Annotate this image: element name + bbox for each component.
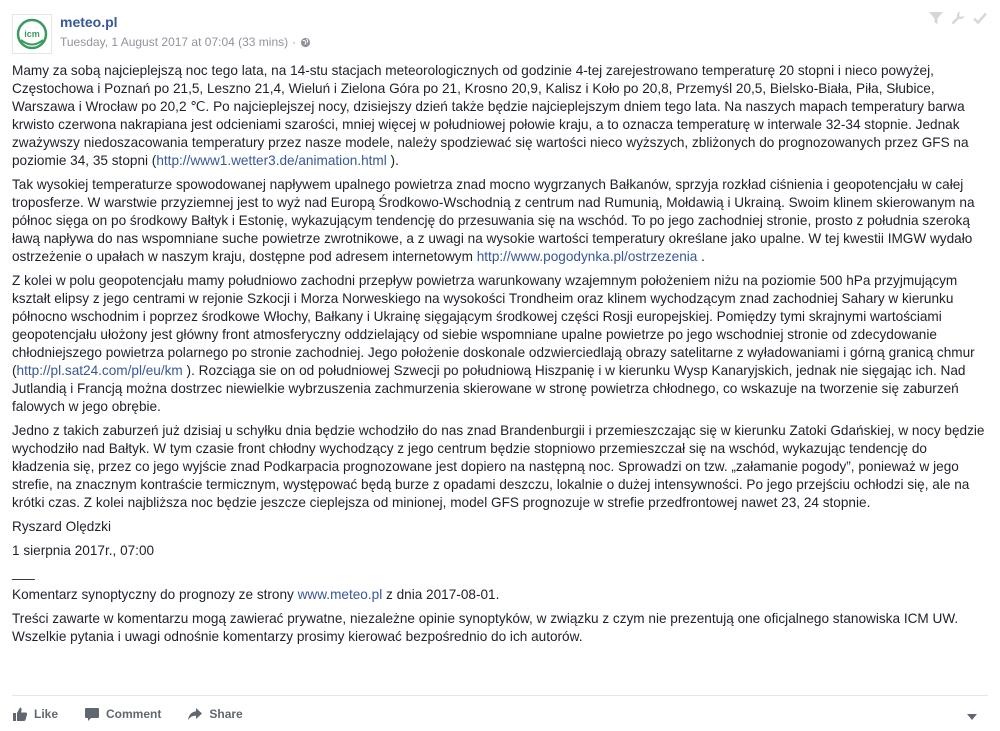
caret-down-icon[interactable] [966, 708, 978, 726]
filter-icon[interactable] [928, 10, 944, 31]
thumbs-up-icon [12, 706, 28, 722]
avatar-text: icm [24, 29, 40, 39]
like-label: Like [34, 706, 59, 721]
post-header [12, 10, 988, 54]
comment-source [12, 586, 987, 604]
paragraph-text: Mamy za sobą najcieplejszą noc tego lata, na 14-stu stacjach meteorologicznych od godzinie 4-tej zarejestrowano temperaturę 20 stopni i nieco powyżej, Częstochowa i Poznań po 21,5, Leszno 21,4, Wieluń i Zielona Góra po 21, Krosno 20,9, Kalisz i Koło po 20,8, Przemyśl 20,5, Bielsko-Biała, Piła, Słubice, Warszawa i Wrocław po 20,2 ℃. Po najcieplejszej nocy, dzisiejszy dzień także będzie najcieplejszym dniem tego lata. Na naszych mapach temperatury barwa krwisto czerwona nakrapiana jest odcieniami szarości, mniej więcej w południowej połowie kraju, a to oznacza temperaturę w interwale 32-34 stopnie. Jednak zważywszy niedoszacowania temperatury przez nasze modele, należy spodziewać się wartości nieco wyższych, zbliżonych do prognozowanych przez GFS na poziomie 34, 35 stopni ( [12, 63, 969, 168]
post-paragraph-3 [12, 272, 987, 416]
forecast-date: 1 sierpnia 2017r., 07:00 [12, 543, 155, 558]
post-body [12, 62, 987, 652]
wetter3-link[interactable]: http://www1.wetter3.de/animation.html [156, 153, 387, 168]
post-paragraph-1 [12, 62, 987, 170]
pogodynka-link[interactable]: http://www.pogodynka.pl/ostrzezenia [476, 249, 698, 264]
paragraph-text-end: . [697, 249, 705, 264]
paragraph-text: Jedno z takich zaburzeń już dzisiaj u schyłku dnia będzie wchodziło do nas znad Brandenburgii i przemieszczając się w kierunku Zatoki Gdańskiej, w nocy będzie wychodziło nad Bałtyk. W tym czasie front chłodny wychodzący z jego centrum będzie stopniowo przemieszczał się na wschód, wykazując tendencję do kładzenia się, przez co jego wyjście znad Podkarpacia prognozowane jest dopiero na następną noc. Sprowadzi on tzw. „załamanie pogody”, ponieważ w jego strefie, na znacznym kontraście termicznym, występować będą burze z opadami deszczu, lokalnie o dużej intensywności. Po jego przejściu ochłodzi się, ale na krótki czas. Z kolei najbliższa noc będzie jeszcze cieplejsza od minionej, model GFS prognozuje w strefie przedfrontowej nawet 23, 24 stopnie. [12, 423, 985, 510]
wrench-icon[interactable] [950, 10, 966, 31]
sat24-link[interactable]: http://pl.sat24.com/pl/eu/km [16, 363, 183, 378]
separator-line: ___ [12, 565, 35, 580]
meteo-link[interactable]: www.meteo.pl [297, 587, 383, 602]
comment-button[interactable] [84, 706, 161, 722]
icm-logo-icon [15, 17, 49, 51]
disclaimer: Treści zawarte w komentarzu mogą zawierać prywatne, niezależne opinie synoptyków, w związku z czym nie prezentują one oficjalnego stanowiska ICM UW. Wszelkie pytania i uwagi odnośnie komentarzy prosimy kierować bezpośrednio do ich autorów. [12, 611, 959, 644]
paragraph-text: Z kolei w polu geopotencjału mamy południowo zachodni przepływ powietrza warunkowany wzajemnym położeniem niżu na poziomie 500 hPa przyjmującym kształt elipsy z jego centrami w rejonie Szkocji i Morza Norweskiego na wysokości Trondheim oraz klinem wychodzącym znad zachodniej Sahary w kierunku północno wschodnim i poprzez środkowe Włochy, Bałkany i Ukrainę sięgającym środkowej części Rosji europejskiej. Pomiędzy tymi skrajnymi wartościami geopotencjału ułożony jest główny front atmosferyczny oddzielający od siebie wspomniane upalne powietrze po jego wschodniej stronie od zdecydowanie chłodniejszego powietrza polarnego po stronie zachodniej. Jego położenie doskonale odzwierciedlają obrazy satelitarne z wyładowaniami i górną granicą chmur ( [12, 273, 975, 378]
post-meta [60, 35, 311, 49]
check-icon[interactable] [972, 10, 988, 31]
share-label: Share [209, 706, 243, 721]
paragraph-text-end: ). [386, 153, 399, 168]
post-paragraph-2 [12, 176, 987, 266]
comment-label: Comment [106, 706, 162, 721]
comment-prefix: Komentarz synoptyczny do prognozy ze strony [12, 587, 298, 602]
paragraph-text: Tak wysokiej temperaturze spowodowanej napływem upalnego powietrza znad mocno wygrzanych Bałkanów, sprzyja rozkład ciśnienia i geopotencjału w całej troposferze. W warstwie przyziemnej jest to wyż nad Europą Środkowo-Wschodnią z centrum nad Rumunią, Mołdawią i Ukrainą. Swoim klinem skierowanym na północ sięga on po środkowy Bałtyk i Estonię, wykazującym tendencję do przesuwania się na wschód. To po jego zachodniej stronie, prosto z południa szeroką ławą napływa do nas wspomniane suche powietrze zwrotnikowe, a z uwagi na wysokie wartości temperatury określane jako upalne. W tej kwestii IMGW wydało ostrzeżenie o upałach w naszym kraju, dostępne pod adresem internetowym [12, 177, 975, 264]
paragraph-text-end: ). Rozciąga sie on od południowej Szwecji po południową Hiszpanię i w kierunku Wysp Kanaryjskich, jednak nie sięgając ich. Nad Jutlandią i Francją można dostrzec niewielkie wybrzuszenia zachmurzenia skierowane w stronę powietrza chłodnego, co wskazuje na tworzenie się zaburzeń falowych w jego obrębie. [12, 363, 966, 414]
post-timestamp[interactable]: Tuesday, 1 August 2017 at 07:04 (33 mins) [60, 35, 289, 49]
share-button[interactable] [187, 706, 242, 722]
comment-suffix: z dnia 2017-08-01. [382, 587, 500, 602]
comment-icon [84, 706, 100, 722]
post-actions [12, 695, 988, 731]
author-signature: Ryszard Olędzki [12, 519, 111, 534]
page-name-link[interactable]: meteo.pl [60, 14, 118, 30]
post-paragraph-4 [12, 422, 987, 512]
page-avatar[interactable] [12, 14, 52, 54]
like-button[interactable] [12, 706, 58, 722]
meta-separator: · [292, 35, 297, 49]
globe-icon[interactable] [300, 37, 311, 48]
post-tools [928, 10, 988, 31]
share-arrow-icon [187, 706, 203, 722]
